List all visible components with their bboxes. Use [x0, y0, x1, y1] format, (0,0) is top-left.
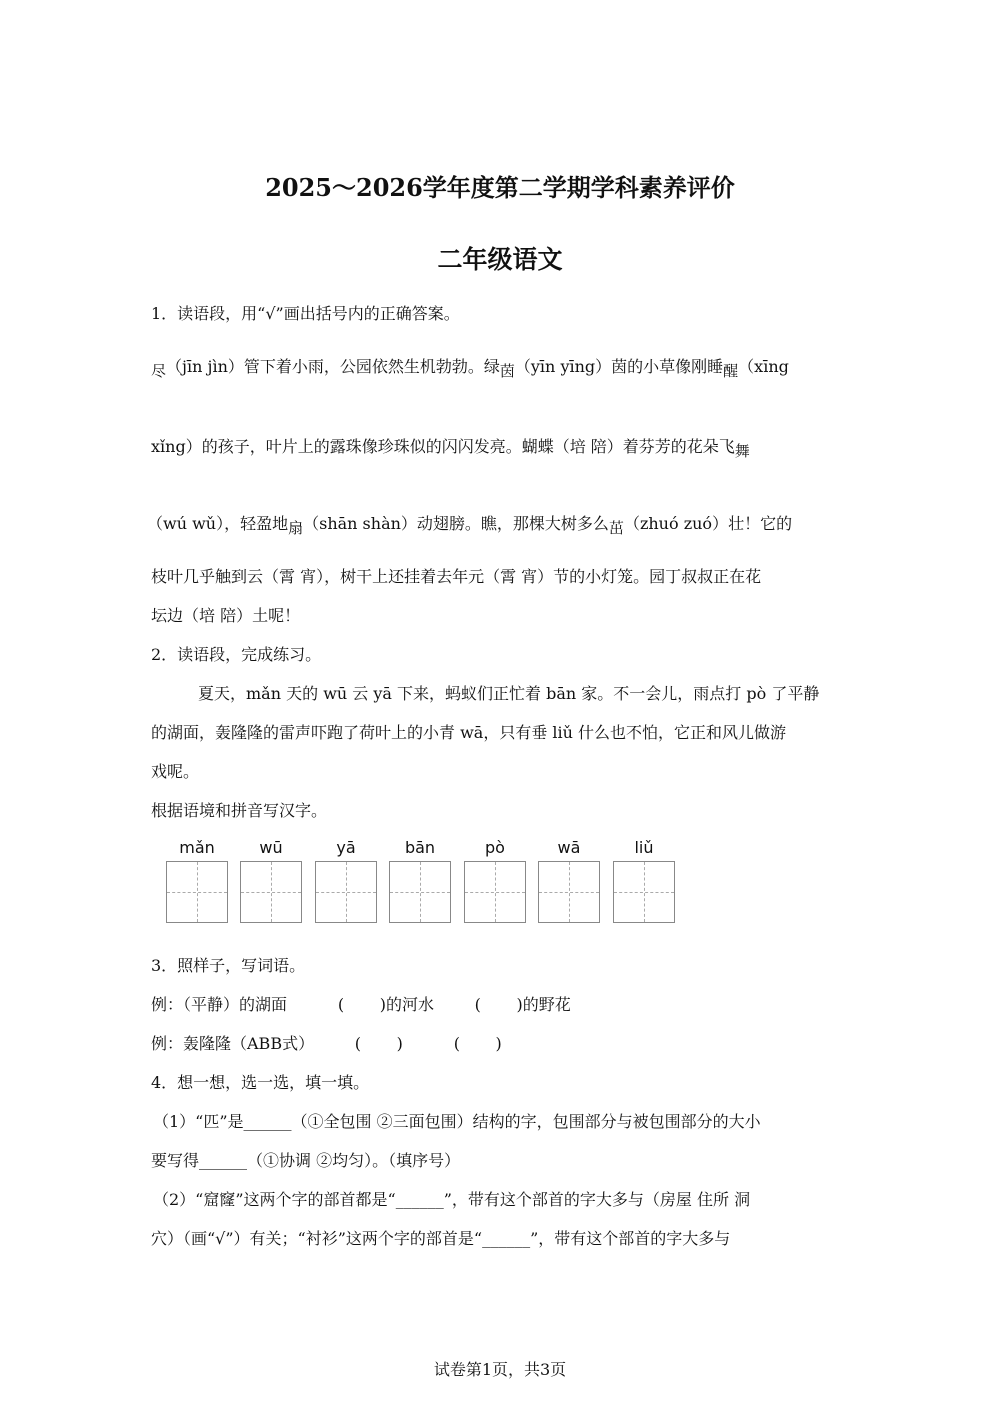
q1-line-3-text-c: （zhuó zuó）壮！它的	[623, 514, 793, 533]
exam-subtitle: 二年级语文	[437, 245, 563, 274]
q1-line-1-text-a: （jīn jìn）管下着小雨，公园依然生机勃勃。绿	[166, 357, 500, 376]
q2-instruction: 根据语境和拼音写汉字。	[151, 801, 328, 820]
q2-prompt: 2．读语段，完成练习。	[151, 645, 322, 664]
q2-paragraph-line-1: 夏天，mǎn 天的 wū 云 yā 下来，蚂蚁们正忙着 bān 家。不一会儿，雨点打 pò 了平静	[198, 684, 820, 703]
exam-title: 2025～2026学年度第二学期学科素养评价	[265, 173, 735, 202]
q1-line-3-text-a: （wú wǔ），轻盈地	[147, 514, 289, 533]
pinyin-label: pò	[485, 838, 505, 857]
q1-char-wu: 舞	[734, 442, 750, 460]
q4-sub2-line-2: 穴）（画“√”）有关；“衬衫”这两个字的部首是“______”，带有这个部首的字大多与	[151, 1229, 731, 1248]
q1-line-3	[147, 514, 793, 537]
q4-sub2-line-1: （2）“窟窿”这两个字的部首都是“______”，带有这个部首的字大多与（房屋 住所 洞	[153, 1190, 751, 1209]
q4-prompt: 4．想一想，选一选，填一填。	[151, 1073, 370, 1092]
q4-sub1-line-1: （1）“匹”是______（①全包围 ②三面包围）结构的字，包围部分与被包围部分的大小	[153, 1112, 761, 1131]
writing-grid-box[interactable]	[464, 861, 526, 923]
q2-paragraph-line-2: 的湖面，轰隆隆的雷声吓跑了荷叶上的小青 wā，只有垂 liǔ 什么也不怕，它正和风儿做游	[151, 723, 787, 742]
q3-example-1: 例：（平静）的湖面 ( )的河水 ( )的野花	[151, 995, 571, 1014]
q1-line-2	[151, 437, 750, 460]
q1-prompt: 1．读语段，用“√”画出括号内的正确答案。	[151, 304, 460, 323]
writing-grid-box[interactable]	[166, 861, 228, 923]
writing-grid-box[interactable]	[538, 861, 600, 923]
q1-line-5: 坛边（培 陪）土呢！	[151, 606, 301, 625]
q1-char-yin: 茵	[499, 362, 515, 380]
pinyin-label: bān	[404, 838, 436, 857]
q1-char-jin: 尽	[151, 362, 167, 380]
q2-paragraph-line-3: 戏呢。	[151, 762, 200, 781]
pinyin-label: wū	[259, 838, 283, 857]
pinyin-label: yā	[336, 838, 356, 857]
q3-prompt: 3．照样子，写词语。	[151, 956, 306, 975]
writing-grid-box[interactable]	[240, 861, 302, 923]
page-footer: 试卷第1页，共3页	[433, 1360, 567, 1379]
q1-line-3-text-b: （shān shàn）动翅膀。瞧，那棵大树多么	[303, 514, 609, 533]
pinyin-label: wā	[557, 838, 581, 857]
q3-example-2: 例：轰隆隆（ABB式） ( ) ( )	[151, 1034, 502, 1053]
q1-char-zhuo: 茁	[608, 519, 624, 537]
pinyin-label: liǔ	[634, 838, 654, 857]
q1-line-2-text: xǐng）的孩子，叶片上的露珠像珍珠似的闪闪发亮。蝴蝶（培 陪）着芬芳的花朵飞	[151, 437, 735, 456]
q4-sub1-line-2: 要写得______（①协调 ②均匀）。（填序号）	[151, 1151, 461, 1170]
q1-line-1	[151, 357, 789, 380]
q1-line-1-text-c: （xīng	[738, 357, 789, 376]
q1-line-4: 枝叶几乎触到云（霄 宵），树干上还挂着去年元（霄 宵）节的小灯笼。园丁叔叔正在花	[151, 567, 762, 586]
writing-grid-box[interactable]	[389, 861, 451, 923]
pinyin-label: mǎn	[179, 838, 215, 857]
q1-char-shan: 扇	[288, 519, 304, 537]
writing-grid-box[interactable]	[613, 861, 675, 923]
writing-grid-box[interactable]	[315, 861, 377, 923]
q1-char-xing: 醒	[723, 362, 739, 380]
q1-line-1-text-b: （yīn yīng）茵的小草像刚睡	[514, 357, 724, 376]
